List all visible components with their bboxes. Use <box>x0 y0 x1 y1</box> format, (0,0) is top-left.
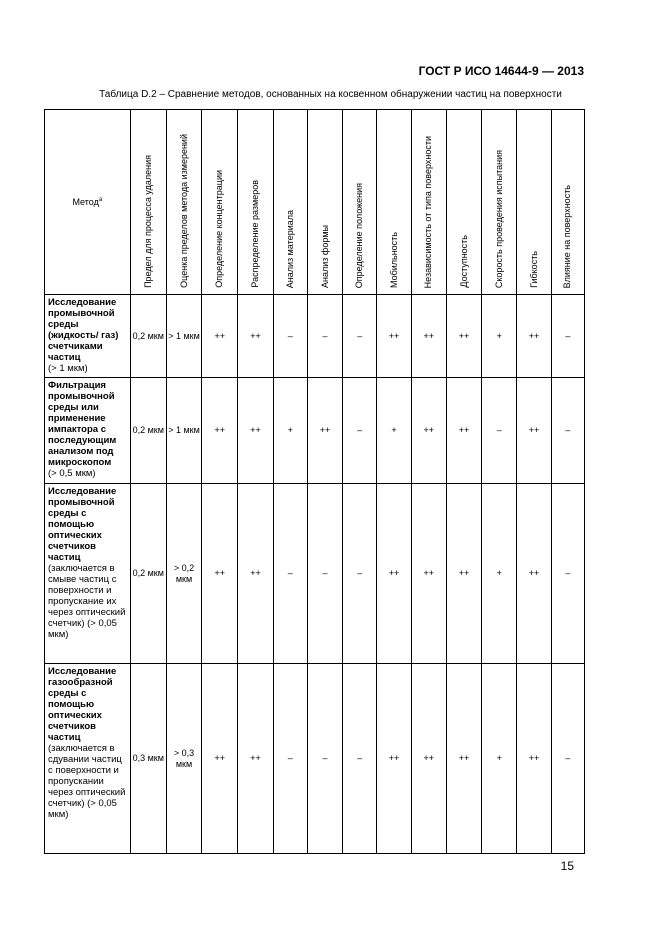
table-cell: – <box>551 484 584 664</box>
column-header: Доступность <box>446 110 481 295</box>
method-cell: Фильтрация промывочной среды или применение импактора с последующим анализом под микроскопом (> 0,5 мкм) <box>45 378 131 484</box>
table-cell: 0,2 мкм <box>130 484 166 664</box>
column-header: Анализ формы <box>307 110 342 295</box>
table-cell: ++ <box>238 664 273 854</box>
column-header: Независимость от типа поверхности <box>411 110 446 295</box>
header-row <box>45 110 585 295</box>
table-caption: Таблица D.2 – Сравнение методов, основанных на косвенном обнаружении частиц на поверхности <box>99 89 562 100</box>
column-header: Определение концентрации <box>202 110 238 295</box>
table-cell: ++ <box>411 295 446 378</box>
table-cell: ++ <box>202 664 238 854</box>
table-cell: 0,2 мкм <box>130 378 166 484</box>
table-row <box>45 484 585 664</box>
table-cell: ++ <box>446 295 481 378</box>
table-cell: – <box>343 295 377 378</box>
table-cell: – <box>307 295 342 378</box>
method-cell: Исследование промывочной среды (жидкость/ газ) счетчиками частиц (> 1 мкм) <box>45 295 131 378</box>
table-cell: ++ <box>202 378 238 484</box>
table-cell: + <box>482 664 517 854</box>
table-cell: + <box>482 295 517 378</box>
method-cell: Исследование промывочной среды с помощью оптических счетчиков частиц (заключается в смыве частиц с поверхности и пропускание их через оптический счетчик) (> 0,05 мкм) <box>45 484 131 664</box>
table-cell: + <box>377 378 411 484</box>
table-cell: ++ <box>517 484 551 664</box>
table-cell: ++ <box>377 664 411 854</box>
table-cell: ++ <box>411 484 446 664</box>
table-cell: > 0,2 мкм <box>166 484 201 664</box>
table-cell: ++ <box>411 378 446 484</box>
table-cell: + <box>482 484 517 664</box>
method-cell: Исследование газообразной среды с помощью оптических счетчиков частиц (заключается в сдувании частиц с поверхности и пропускании через оптический счетчик) (> 0,05 мкм) <box>45 664 131 854</box>
method-column-header: Метод$^a$ <box>45 110 131 295</box>
column-header: Анализ материала <box>273 110 307 295</box>
table-cell: – <box>482 378 517 484</box>
table-cell: ++ <box>411 664 446 854</box>
table-cell: – <box>307 664 342 854</box>
table-cell: ++ <box>377 295 411 378</box>
table-cell: > 1 мкм <box>166 378 201 484</box>
table-cell: – <box>343 484 377 664</box>
table-cell: – <box>343 664 377 854</box>
table-cell: 0,2 мкм <box>130 295 166 378</box>
table-cell: + <box>273 378 307 484</box>
table-cell: ++ <box>238 484 273 664</box>
column-header: Скорость проведения испытания <box>482 110 517 295</box>
table-cell: – <box>343 378 377 484</box>
table-cell: > 1 мкм <box>166 295 201 378</box>
table-cell: ++ <box>517 664 551 854</box>
column-header: Оценка пределов метода измерений <box>166 110 201 295</box>
table-cell: 0,3 мкм <box>130 664 166 854</box>
table-row <box>45 378 585 484</box>
table-cell: – <box>551 295 584 378</box>
column-header: Предел для процесса удаления <box>130 110 166 295</box>
table-cell: ++ <box>307 378 342 484</box>
table-cell: – <box>273 664 307 854</box>
column-header: Определение положения <box>343 110 377 295</box>
table-cell: ++ <box>446 378 481 484</box>
table-cell: > 0,3 мкм <box>166 664 201 854</box>
standard-designation: ГОСТ Р ИСО 14644-9 — 2013 <box>418 64 584 78</box>
column-header: Влияние на поверхность <box>551 110 584 295</box>
table-cell: – <box>307 484 342 664</box>
table-cell: ++ <box>202 295 238 378</box>
table-row <box>45 295 585 378</box>
table-cell: ++ <box>517 295 551 378</box>
table-cell: – <box>551 378 584 484</box>
methods-comparison-table <box>44 109 585 854</box>
table-cell: ++ <box>377 484 411 664</box>
column-header: Распределение размеров <box>238 110 273 295</box>
table-cell: – <box>273 484 307 664</box>
table-cell: – <box>551 664 584 854</box>
page-number: 15 <box>560 859 574 873</box>
table-row <box>45 664 585 854</box>
table-cell: ++ <box>446 664 481 854</box>
table-cell: ++ <box>446 484 481 664</box>
column-header: Гибкость <box>517 110 551 295</box>
table-cell: ++ <box>517 378 551 484</box>
table-cell: ++ <box>202 484 238 664</box>
table-cell: – <box>273 295 307 378</box>
table-cell: ++ <box>238 378 273 484</box>
column-header: Мобильность <box>377 110 411 295</box>
table-cell: ++ <box>238 295 273 378</box>
